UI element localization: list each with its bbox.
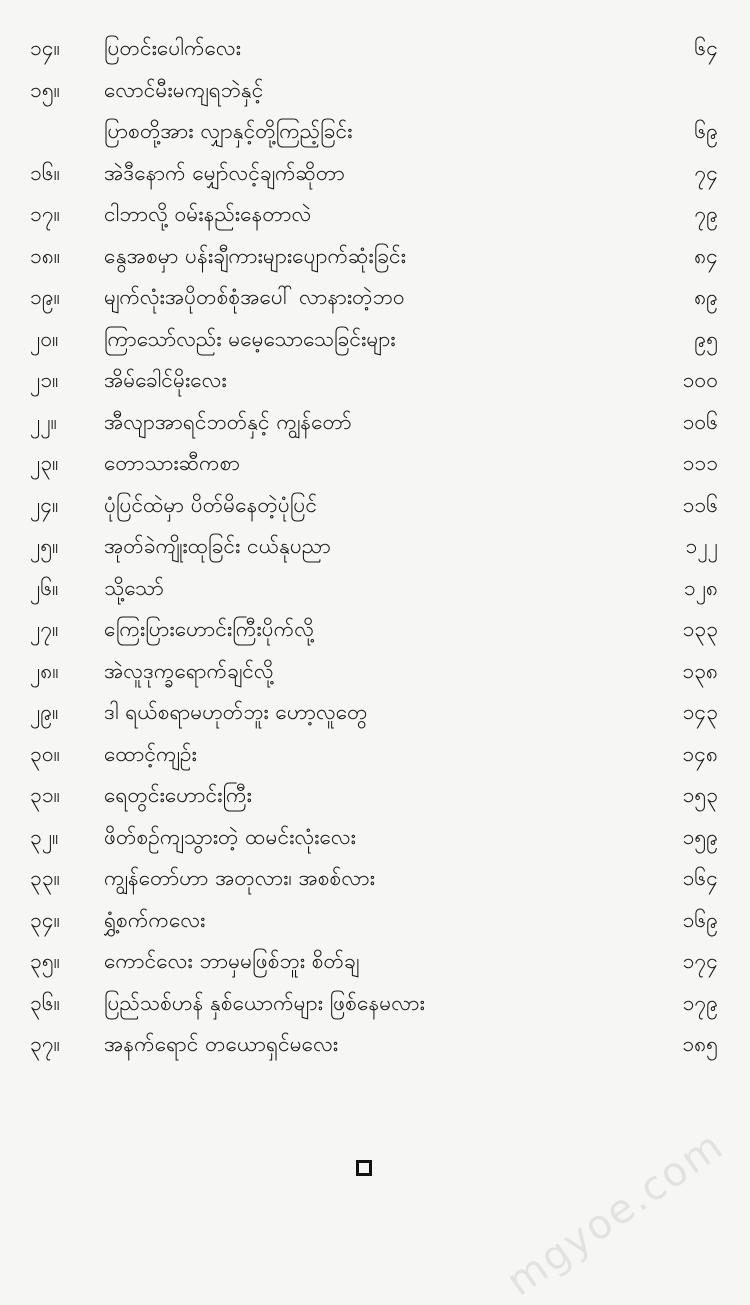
- toc-row: [0, 817, 750, 859]
- toc-row-number: ၂၁။: [30, 368, 59, 392]
- toc-row-page: ၁၀၆: [682, 409, 718, 434]
- toc-row-number: ၁၇။: [30, 202, 60, 226]
- toc-row: [0, 28, 750, 70]
- toc-row-title: လောင်မီးမကျရဘဲနှင့်: [104, 77, 264, 102]
- toc-row-page: ၁၁၁: [682, 451, 718, 475]
- toc-row-title: ကျွန်တော်ဟာ အတုလား၊ အစစ်လား: [104, 866, 376, 890]
- toc-row-page: ၁၅၃: [682, 783, 718, 807]
- toc-row: [0, 194, 750, 236]
- toc-row: [0, 1066, 750, 1108]
- toc-row: [0, 983, 750, 1025]
- toc-row-number: ၃၇။: [30, 1032, 60, 1056]
- toc-row: [0, 70, 750, 112]
- toc-row-page: ၁၅၉: [682, 824, 718, 849]
- toc-row: [0, 111, 750, 153]
- toc-row: [0, 900, 750, 942]
- toc-row-title: အဲလူဒုက္ခရောက်ချင်လို့: [104, 658, 274, 683]
- watermark: mgyoe.com: [498, 1122, 732, 1305]
- toc-row-number: ၂၂။: [30, 409, 57, 434]
- toc-row-title: ပြတင်းပေါက်လေး: [104, 36, 241, 60]
- toc-row-page: ၆၉: [694, 119, 718, 143]
- toc-row: [0, 858, 750, 900]
- toc-row-page: ၁၂၈: [683, 575, 718, 600]
- toc-row: [0, 485, 750, 527]
- toc-row-number: ၂၇။: [30, 617, 59, 641]
- toc-row-number: ၁၉။: [30, 285, 60, 309]
- toc-row-number: ၃၁။: [30, 783, 60, 807]
- toc-row-number: ၂၀။: [30, 326, 59, 351]
- toc-row-page: ၁၁၆: [682, 492, 718, 517]
- toc-row-page: ၁၄၃: [682, 700, 718, 724]
- toc-row-title: သို့သော်: [104, 575, 164, 600]
- toc-row-page: ၁၃၈: [682, 658, 718, 683]
- toc-row: [0, 153, 750, 195]
- page-end-square-icon: [356, 1160, 372, 1176]
- toc-row-number: ၃၂။: [30, 824, 59, 849]
- toc-row-page: ၉၅: [694, 326, 718, 351]
- toc-row: [0, 651, 750, 693]
- toc-row-page: ၁၆၉: [682, 907, 718, 932]
- toc-row-title: အဲဒီနောက် မျှော်လင့်ချက်ဆိုတာ: [104, 160, 345, 185]
- toc-row-page: ၆၄: [694, 36, 718, 60]
- toc-row-number: ၃၆။: [30, 990, 60, 1015]
- toc-row-title: ပြည်သစ်ဟန် နှစ်ယောက်များ ဖြစ်နေမလား: [104, 990, 425, 1015]
- toc-row-title: ကောင်လေး ဘာမှမဖြစ်ဘူး စိတ်ချ: [104, 949, 360, 973]
- toc-row-number: ၂၄။: [30, 492, 59, 517]
- toc-row-title: ဖိတ်စဉ်ကျသွားတဲ့ ထမင်းလုံးလေး: [104, 824, 356, 849]
- toc-row-title: ဒါ ရယ်စရာမဟုတ်ဘူး ဟော့လူတွေ: [104, 700, 368, 724]
- toc-row: [0, 775, 750, 817]
- toc-row-page: ၈၄: [694, 243, 718, 268]
- toc-row-page: ၁၀၀: [682, 368, 718, 392]
- toc-row-page: ၁၂၂: [685, 534, 718, 558]
- toc-row-number: ၁၆။: [30, 160, 60, 185]
- toc-row: [0, 568, 750, 610]
- toc-row-number: ၂၈။: [30, 658, 59, 683]
- toc-row: [0, 236, 750, 278]
- toc-row-number: ၂၃။: [30, 451, 59, 475]
- toc-row-number: ၂၉။: [30, 700, 59, 724]
- toc-row: [0, 692, 750, 734]
- toc-row-page: ၁၃၃: [682, 617, 718, 641]
- toc-row: [0, 402, 750, 444]
- toc-row-number: ၁၅။: [30, 77, 60, 102]
- toc-row-number: ၃၃။: [30, 866, 60, 890]
- toc-row-title: မျက်လုံးအပိုတစ်စုံအပေါ် လာနားတဲ့ဘဝ: [104, 285, 405, 309]
- toc-row: [0, 941, 750, 983]
- toc-row-title: နွေအစမှာ ပန်းချီကားများပျောက်ဆုံးခြင်း: [104, 243, 407, 268]
- toc-row: [0, 277, 750, 319]
- toc-row: [0, 319, 750, 361]
- toc-row-page: ၇၉: [694, 202, 718, 226]
- toc-row-title: အနက်ရောင် တယောရှင်မလေး: [104, 1032, 339, 1056]
- toc-row: [0, 609, 750, 651]
- toc-row: [0, 526, 750, 568]
- toc-row: [0, 734, 750, 776]
- toc-row-title: ငါဘာလို့ ဝမ်းနည်းနေတာလဲ: [104, 202, 312, 226]
- toc-row-title: ကြေးပြားဟောင်းကြီးပိုက်လို့: [104, 617, 314, 641]
- toc-row-title: အုတ်ခဲကျိုးထုခြင်း ငယ်နုပညာ: [104, 534, 331, 558]
- toc-row-page: ၁၄၈: [682, 741, 718, 766]
- toc-row-title: အီလျာအာရင်ဘတ်နှင့် ကျွန်တော်: [104, 409, 352, 434]
- toc-row-page: ၈၉: [694, 285, 718, 309]
- toc-row-page: ၁၈၅: [682, 1032, 718, 1056]
- toc-row-number: ၂၅။: [30, 534, 59, 558]
- toc-row-page: ၁၆၄: [682, 866, 718, 890]
- toc-row: [0, 1024, 750, 1066]
- toc-row-number: ၁၄။: [30, 36, 60, 60]
- toc-row-title: အိမ်ခေါင်မိုးလေး: [104, 368, 227, 392]
- toc-row-title: ကြာသော်လည်း မမေ့သောသေခြင်းများ: [104, 326, 396, 351]
- toc-row-number: ၃၅။: [30, 949, 60, 973]
- toc-row: [0, 360, 750, 402]
- toc-row-title: ရွှံ့စက်ကလေး: [104, 907, 206, 932]
- toc-row-title: ရေတွင်းဟောင်းကြီး: [104, 783, 252, 807]
- toc-row-title: ထောင့်ကျဉ်း: [104, 741, 197, 766]
- toc-row-number: ၃၀။: [30, 741, 60, 766]
- toc-row-number: ၁၈။: [30, 243, 61, 268]
- toc-row-page: ၁၇၄: [682, 949, 718, 973]
- toc-row-page: ၇၄: [694, 160, 718, 185]
- toc-row-number: ၃၄။: [30, 907, 60, 932]
- toc-row-page: ၁၇၉: [682, 990, 718, 1015]
- toc-row: [0, 443, 750, 485]
- toc-row-title: ပြာစတို့အား လျှာနှင့်တို့ကြည့်ခြင်း: [104, 119, 353, 143]
- toc-row-title: ပုံပြင်ထဲမှာ ပိတ်မိနေတဲ့ပုံပြင်: [104, 492, 318, 517]
- toc-row-title: တောသားဆီကစာ: [104, 451, 241, 475]
- table-of-contents: [0, 28, 750, 1107]
- toc-row-number: ၂၆။: [30, 575, 59, 600]
